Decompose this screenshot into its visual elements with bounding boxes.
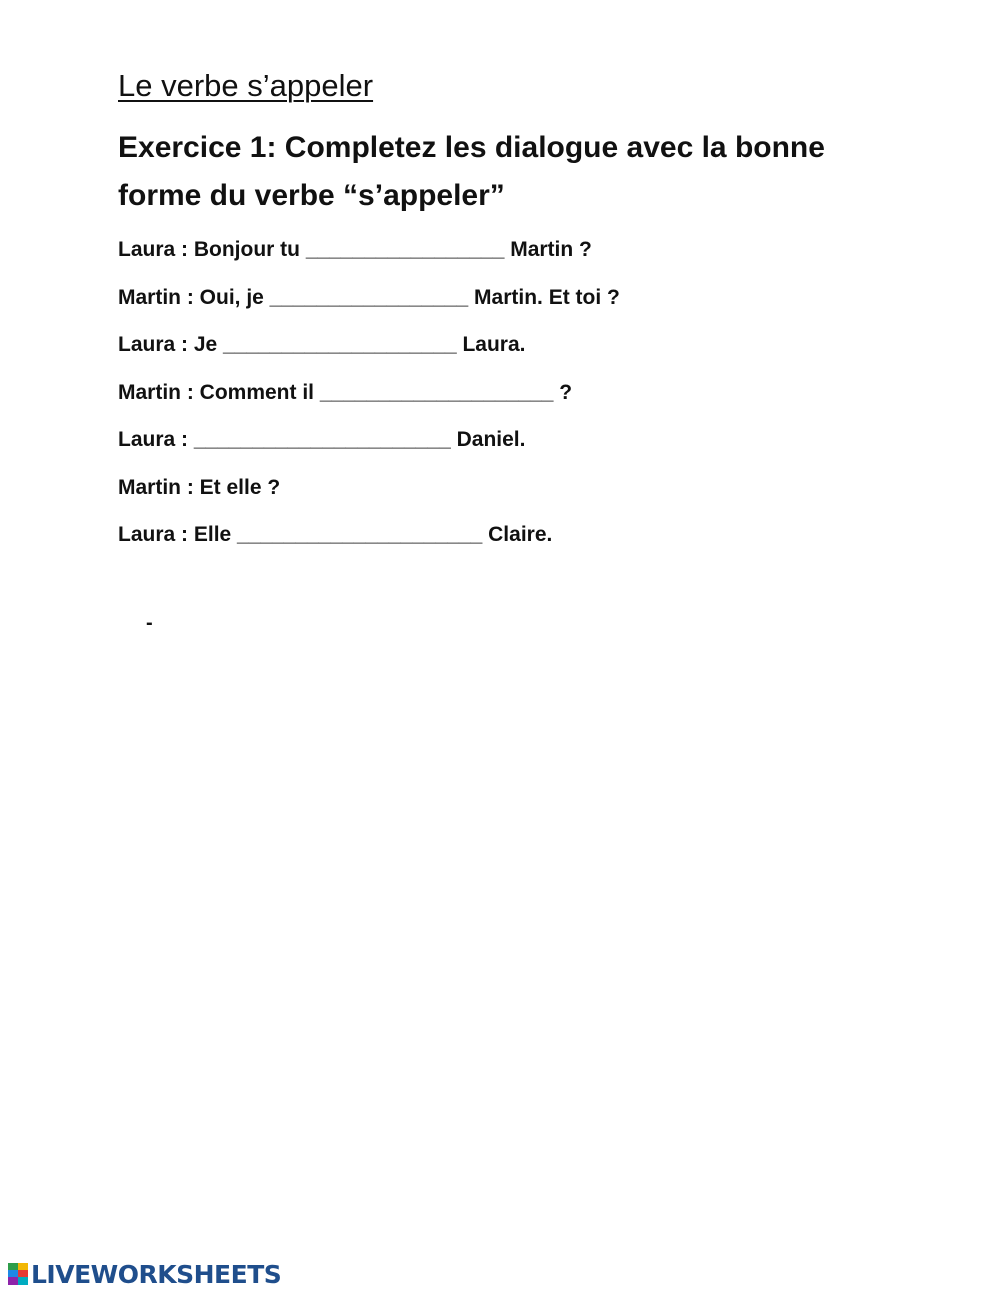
dialogue-line: Laura : ______________________ Daniel. bbox=[118, 428, 526, 451]
dialogue-line: Laura : Je ____________________ Laura. bbox=[118, 333, 526, 356]
liveworksheets-logo-icon bbox=[8, 1263, 28, 1285]
dialogue-line: Martin : Et elle ? bbox=[118, 475, 281, 499]
dialogue-line: Martin : Oui, je _________________ Martin. Et toi ? bbox=[118, 285, 620, 309]
logo-text: LIVEWORKSHEETS bbox=[31, 1259, 282, 1289]
liveworksheets-logo[interactable] bbox=[8, 1259, 281, 1289]
worksheet-title: Le verbe s’appeler bbox=[118, 68, 374, 103]
dialogue-line: Laura : Bonjour tu _________________ Martin ? bbox=[118, 238, 592, 261]
exercise-heading: Exercice 1: Completez les dialogue avec la bonne forme du verbe “s’appeler” bbox=[118, 131, 825, 212]
dialogue-list bbox=[118, 234, 620, 567]
dialogue-line: Martin : Comment il ____________________ ? bbox=[118, 380, 573, 404]
stray-dash: - bbox=[146, 612, 153, 634]
dialogue-line: Laura : Elle _____________________ Claire. bbox=[118, 523, 553, 546]
